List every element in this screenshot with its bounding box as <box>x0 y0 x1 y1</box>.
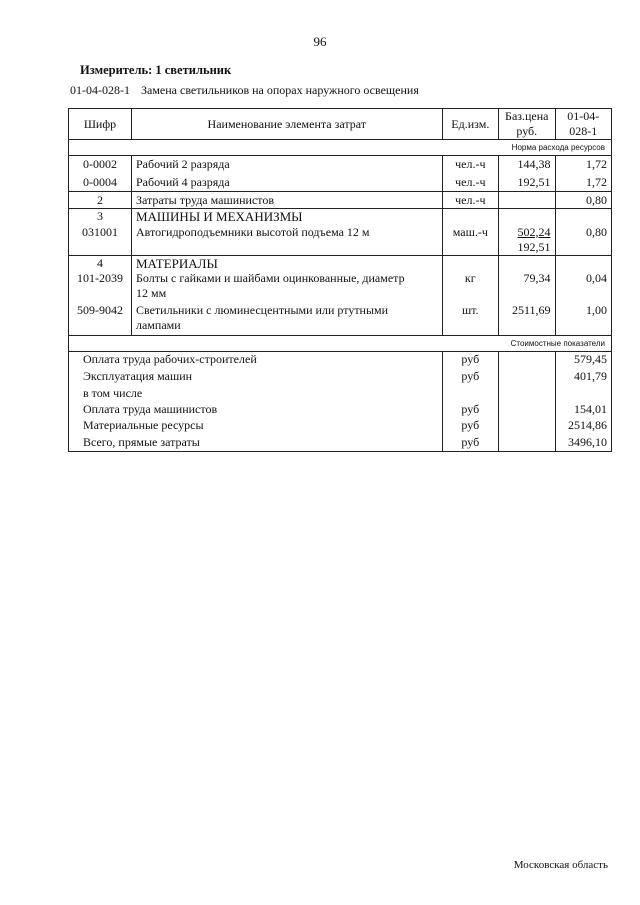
cost-including: в том числе <box>69 385 443 401</box>
table-row <box>69 156 612 174</box>
cost-row <box>69 417 612 434</box>
header-unit: Ед.изм. <box>442 109 498 140</box>
header-name: Наименование элемента затрат <box>131 109 442 140</box>
table-row <box>69 174 612 192</box>
table-row <box>69 225 612 256</box>
subtitle-code: 01-04-028-1 <box>70 83 130 97</box>
band-costs: Стоимостные показатели <box>69 335 612 351</box>
cost-value: 154,01 <box>555 401 611 417</box>
row-norm: 1,72 <box>555 156 611 174</box>
cost-label: Эксплуатация машин <box>69 368 443 385</box>
cost-value: 401,79 <box>555 368 611 385</box>
cost-unit: руб <box>442 351 498 368</box>
row-norm: 0,04 <box>555 271 611 303</box>
row-code: 031001 <box>69 225 132 256</box>
row-unit: чел.-ч <box>442 192 498 209</box>
cost-unit: руб <box>442 368 498 385</box>
row-name-line1: Болты с гайками и шайбами оцинкованные, диаметр <box>135 271 405 285</box>
cost-label: Оплата труда рабочих-строителей <box>69 351 443 368</box>
cost-unit: руб <box>442 401 498 417</box>
row-norm: 0,80 <box>555 225 611 256</box>
row-unit: шт. <box>442 303 498 335</box>
section-row <box>69 255 612 271</box>
cost-value: 579,45 <box>555 351 611 368</box>
table-row <box>69 271 612 303</box>
row-unit: чел.-ч <box>442 156 498 174</box>
row-unit: чел.-ч <box>442 174 498 192</box>
measurer-title: Измеритель: 1 светильник <box>80 63 232 77</box>
row-name-line2: лампами <box>135 318 181 332</box>
section-code: 4 <box>69 255 132 271</box>
header-norm: 01-04-028-1 <box>555 109 611 140</box>
row-price-value: 502,24 <box>517 224 551 239</box>
row-unit: кг <box>442 271 498 303</box>
cost-value: 3496,10 <box>555 434 611 451</box>
band-resources: Норма расхода ресурсов <box>69 140 612 156</box>
row-name: Затраты труда машинистов <box>131 192 442 209</box>
subtitle-text: Замена светильников на опорах наружного освещения <box>141 83 419 97</box>
row-name-line2: 12 мм <box>135 286 167 300</box>
row-code: 101-2039 <box>69 271 132 303</box>
cost-row <box>69 401 612 417</box>
table-row <box>69 192 612 209</box>
header-price-line2: руб. <box>516 124 538 138</box>
header-price <box>499 109 555 140</box>
cost-row <box>69 385 612 401</box>
row-price <box>499 192 555 209</box>
header-code: Шифр <box>69 109 132 140</box>
row-price: 144,38 <box>499 156 555 174</box>
row-code: 0-0004 <box>69 174 132 192</box>
row-name <box>131 271 442 303</box>
cost-row <box>69 368 612 385</box>
row-price: 192,51 <box>499 174 555 192</box>
row-code: 0-0002 <box>69 156 132 174</box>
row-unit: маш.-ч <box>442 225 498 256</box>
resource-table <box>68 108 612 452</box>
cost-label: Оплата труда машинистов <box>69 401 443 417</box>
cost-value: 2514,86 <box>555 417 611 434</box>
section-code: 3 <box>69 209 132 225</box>
row-name: Рабочий 2 разряда <box>131 156 442 174</box>
cost-unit: руб <box>442 434 498 451</box>
row-code: 2 <box>69 192 132 209</box>
row-price <box>499 225 555 256</box>
section-row <box>69 209 612 225</box>
header-row <box>69 109 612 140</box>
subtitle <box>70 83 419 98</box>
section-title: МАТЕРИАЛЫ <box>131 255 442 271</box>
cost-row <box>69 434 612 451</box>
row-name <box>131 303 442 335</box>
row-norm: 0,80 <box>555 192 611 209</box>
band-row <box>69 335 612 351</box>
row-norm: 1,72 <box>555 174 611 192</box>
page-number: 96 <box>313 34 327 49</box>
row-code: 509-9042 <box>69 303 132 335</box>
row-price: 2511,69 <box>499 303 555 335</box>
cost-unit: руб <box>442 417 498 434</box>
table-row <box>69 303 612 335</box>
row-name-line1: Светильники с люминесцентными или ртутными <box>135 303 389 317</box>
cost-label: Материальные ресурсы <box>69 417 443 434</box>
cost-row <box>69 351 612 368</box>
section-title: МАШИНЫ И МЕХАНИЗМЫ <box>131 209 442 225</box>
row-price: 79,34 <box>499 271 555 303</box>
cost-label: Всего, прямые затраты <box>69 434 443 451</box>
row-norm: 1,00 <box>555 303 611 335</box>
header-price-line1: Баз.цена <box>505 109 549 123</box>
band-row <box>69 140 612 156</box>
row-name: Автогидроподъемники высотой подъема 12 м <box>131 225 442 256</box>
row-price-secondary: 192,51 <box>517 239 551 254</box>
footer-region: Московская область <box>513 859 608 871</box>
row-name: Рабочий 4 разряда <box>131 174 442 192</box>
